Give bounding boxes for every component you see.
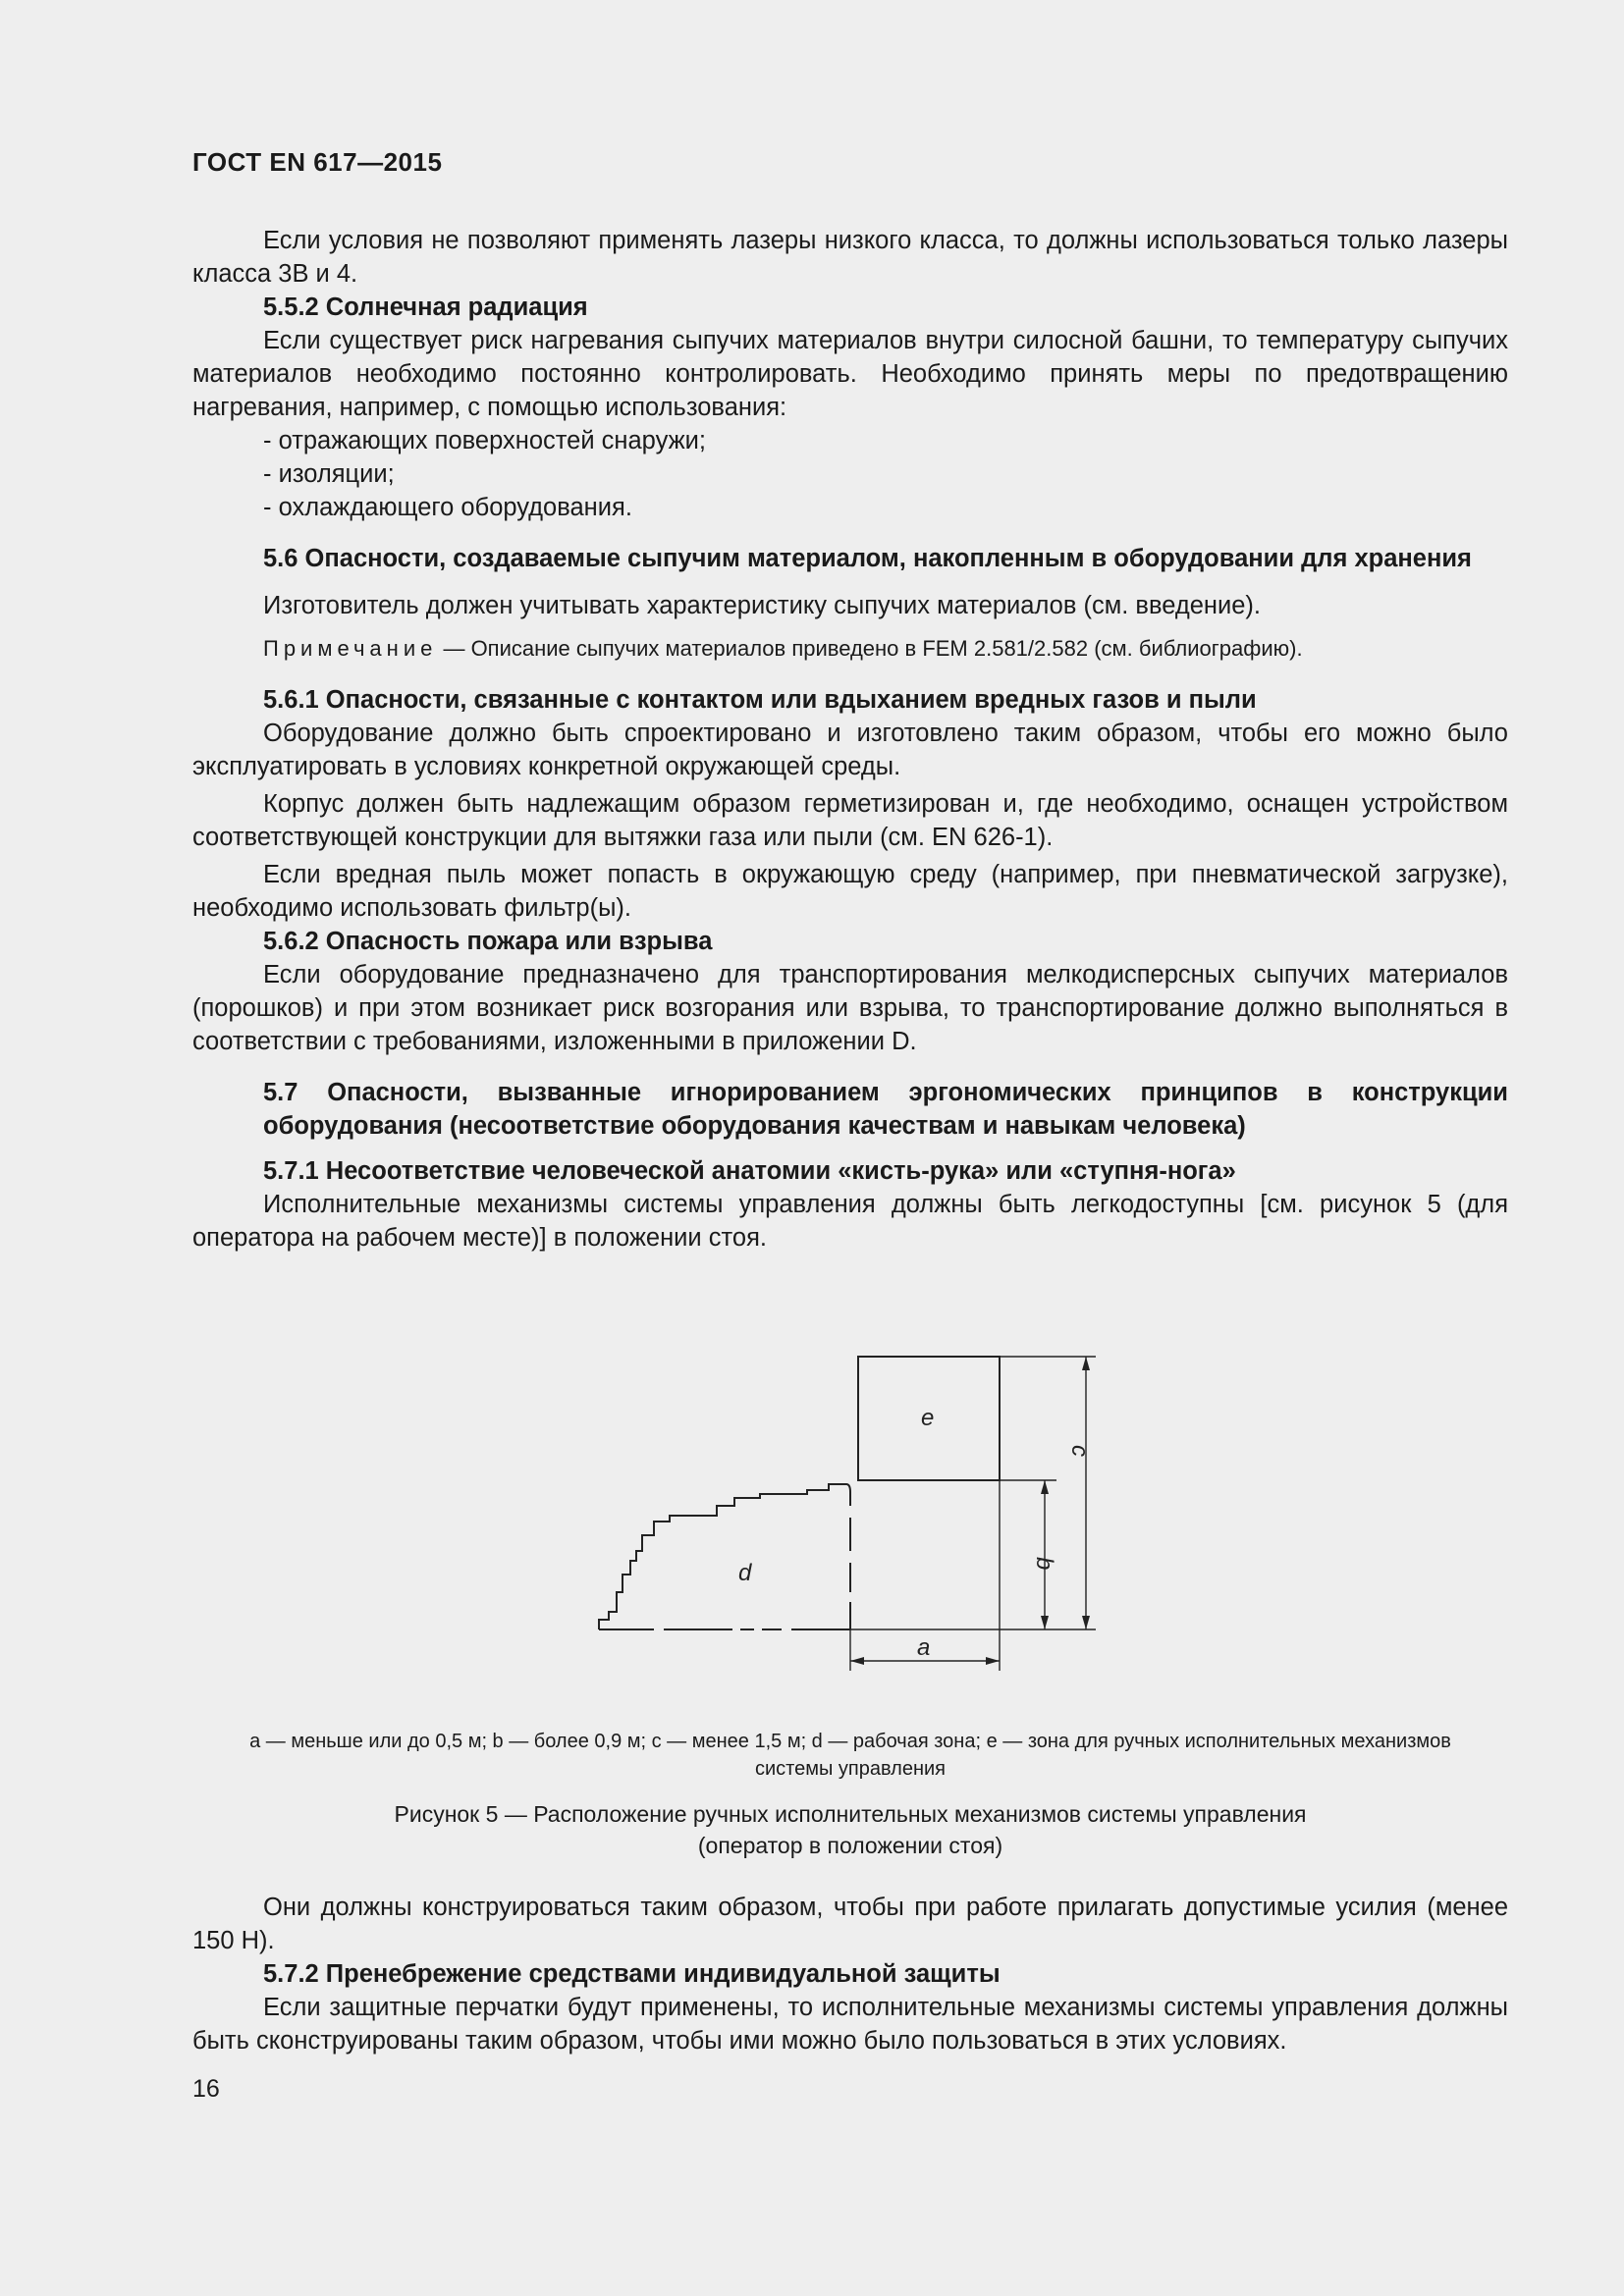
page-number: 16	[192, 2075, 220, 2103]
list-item: - отражающих поверхностей снаружи;	[263, 427, 706, 454]
section-5-6-1-p2: Корпус должен быть надлежащим образом герметизирован и, где необходимо, оснащен устройством соответствующей конструкции для вытяжки газа или пыли (см. EN 626-1).	[192, 790, 1508, 851]
document-header: ГОСТ EN 617—2015	[192, 147, 443, 177]
section-5-7-1-title: 5.7.1 Несоответствие человеческой анатомии «кисть-рука» или «ступня-нога»	[263, 1157, 1236, 1185]
label-b: b	[1031, 1557, 1057, 1571]
arrow-c-top	[1082, 1357, 1090, 1370]
section-5-6-1-title: 5.6.1 Опасности, связанные с контактом или вдыханием вредных газов и пыли	[263, 686, 1257, 714]
section-5-7-title: 5.7 Опасности, вызванные игнорированием эргономических принципов в конструкции оборудования (несоответствие оборудования качествам и навыкам человека)	[263, 1079, 1508, 1140]
section-5-5-2-list	[192, 424, 1508, 524]
caption-line-2: (оператор в положении стоя)	[697, 1833, 1003, 1858]
label-d: d	[738, 1560, 752, 1586]
caption-line-1: Рисунок 5 — Расположение ручных исполнительных механизмов системы управления	[394, 1801, 1307, 1827]
body-text-after-figure	[192, 1891, 1508, 2057]
paragraph-lasers: Если условия не позволяют применять лазеры низкого класса, то должны использоваться только лазеры класса 3В и 4.	[192, 227, 1508, 288]
note-text: — Описание сыпучих материалов приведено в FEM 2.581/2.582 (см. библиографию).	[437, 636, 1303, 661]
section-5-6-note	[192, 632, 1508, 666]
section-5-5-2-text: Если существует риск нагревания сыпучих материалов внутри силосной башни, то температуру сыпучих материалов необходимо постоянно контролировать. Необходимо принять меры по предотвращению нагревания, например, с помощью использования:	[192, 327, 1508, 421]
figure-5-diagram	[192, 1335, 1508, 1728]
figure-legend	[192, 1728, 1508, 1783]
section-5-7-2-text: Если защитные перчатки будут применены, то исполнительные механизмы системы управления должны быть сконструированы таким образом, чтобы ими можно было пользоваться в этих условиях.	[192, 1994, 1508, 2055]
section-5-6-2-text: Если оборудование предназначено для транспортирования мелкодисперсных сыпучих материалов (порошков) и при этом возникает риск возгорания или взрыва, то транспортирование должно выполняться в соответствии с требованиями, изложенными в приложении D.	[192, 961, 1508, 1055]
section-5-5-2-title: 5.5.2 Солнечная радиация	[263, 294, 588, 321]
arrow-b-top	[1041, 1480, 1049, 1494]
list-item: - охлаждающего оборудования.	[263, 494, 632, 521]
arrow-b-bottom	[1041, 1616, 1049, 1629]
label-e: e	[921, 1405, 935, 1431]
label-a: a	[917, 1634, 931, 1661]
section-5-7-1-text: Исполнительные механизмы системы управления должны быть легкодоступны [см. рисунок 5 (для оператора на рабочем месте)] в положении стоя.	[192, 1191, 1508, 1252]
arrow-a-right	[986, 1657, 1000, 1665]
section-5-6-title: 5.6 Опасности, создаваемые сыпучим материалом, накопленным в оборудовании для хранения	[263, 545, 1472, 572]
figure-caption	[192, 1798, 1508, 1861]
legend-line-1: а — меньше или до 0,5 м; b — более 0,9 м; с — менее 1,5 м; d — рабочая зона; е — зона для ручных исполнительных механизмов	[249, 1731, 1451, 1752]
section-5-6-text: Изготовитель должен учитывать характеристику сыпучих материалов (см. введение).	[263, 592, 1261, 619]
paragraph-forces: Они должны конструироваться таким образом, чтобы при работе прилагать допустимые усилия (менее 150 Н).	[192, 1894, 1508, 1954]
section-5-7-2-title: 5.7.2 Пренебрежение средствами индивидуальной защиты	[263, 1960, 1001, 1988]
list-item: - изоляции;	[263, 460, 395, 488]
zone-d-outline	[599, 1484, 850, 1629]
body-text	[192, 224, 1508, 1255]
note-label: Примечание	[263, 636, 438, 661]
legend-line-2: системы управления	[755, 1758, 946, 1780]
section-5-6-1-p3: Если вредная пыль может попасть в окружающую среду (например, при пневматической загрузке), необходимо использовать фильтр(ы).	[192, 861, 1508, 922]
section-5-6-1-p1: Оборудование должно быть спроектировано и изготовлено таким образом, чтобы его можно было эксплуатировать в условиях конкретной окружающей среды.	[192, 720, 1508, 780]
label-c: c	[1066, 1445, 1093, 1457]
section-5-6-2-title: 5.6.2 Опасность пожара или взрыва	[263, 928, 713, 955]
arrow-a-left	[850, 1657, 864, 1665]
arrow-c-bottom	[1082, 1616, 1090, 1629]
